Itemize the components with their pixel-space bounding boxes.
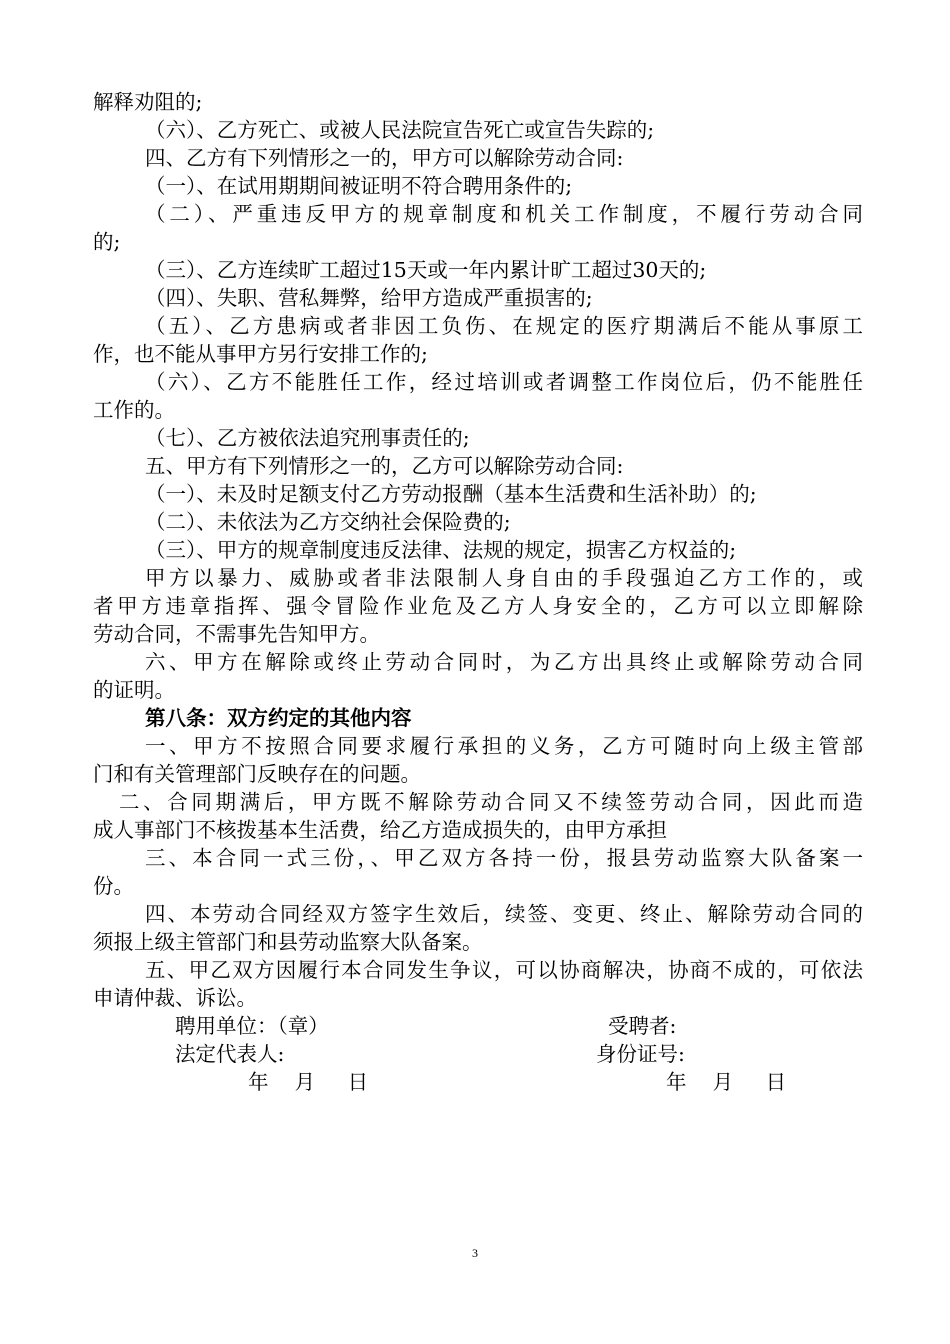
body-line: （一）、在试用期期间被证明不符合聘用条件的; (145, 174, 573, 198)
body-line: （三）、乙方连续旷工超过15天或一年内累计旷工超过30天的; (145, 258, 707, 282)
body-line: 工作的。 (93, 398, 175, 422)
page-number: 3 (472, 1246, 478, 1260)
body-line: 作，也不能从事甲方另行安排工作的; (93, 342, 428, 366)
body-line: 六、甲方在解除或终止劳动合同时，为乙方出具终止或解除劳动合同 (145, 650, 863, 674)
body-line: 者甲方违章指挥、强令冒险作业危及乙方人身安全的，乙方可以立即解除 (93, 594, 863, 618)
body-line: 四、乙方有下列情形之一的，甲方可以解除劳动合同: (145, 146, 624, 170)
employer-label: 聘用单位：（章） (175, 1014, 329, 1038)
body-line: 份。 (93, 874, 134, 898)
body-line: 五、甲方有下列情形之一的，乙方可以解除劳动合同: (145, 454, 624, 478)
body-line: 五、甲乙双方因履行本合同发生争议，可以协商解决，协商不成的，可依法 (145, 958, 863, 982)
body-line: （六）、乙方不能胜任工作，经过培训或者调整工作岗位后，仍不能胜任 (145, 370, 863, 394)
body-line: （二）、未依法为乙方交纳社会保险费的; (145, 510, 511, 534)
body-line: （三）、甲方的规章制度违反法律、法规的规定，损害乙方权益的; (145, 538, 737, 562)
body-line: 成人事部门不核拨基本生活费，给乙方造成损失的，由甲方承担 (93, 818, 667, 842)
body-line: 甲方以暴力、威胁或者非法限制人身自由的手段强迫乙方工作的，或 (145, 566, 863, 590)
signature-row-1 (93, 1012, 863, 1040)
date-right: 年 月 日 (666, 1070, 787, 1094)
body-line: 解释劝阻的; (93, 90, 203, 114)
body-line: 申请仲裁、诉讼。 (93, 986, 257, 1010)
body-line: （五）、乙方患病或者非因工负伤、在规定的医疗期满后不能从事原工 (145, 314, 863, 338)
body-line: （四）、失职、营私舞弊，给甲方造成严重损害的; (145, 286, 593, 310)
body-line: （六）、乙方死亡、或被人民法院宣告死亡或宣告失踪的; (145, 118, 655, 142)
body-line: （一）、未及时足额支付乙方劳动报酬（基本生活费和生活补助）的; (145, 482, 757, 506)
body-line: 须报上级主管部门和县劳动监察大队备案。 (93, 930, 483, 954)
section-heading: 第八条：双方约定的其他内容 (145, 706, 412, 730)
contract-body (93, 88, 863, 1096)
body-line: 门和有关管理部门反映存在的问题。 (93, 762, 421, 786)
date-left: 年 月 日 (248, 1070, 369, 1094)
body-line: 劳动合同，不需事先告知甲方。 (93, 622, 380, 646)
body-line: 四、本劳动合同经双方签字生效后，续签、变更、终止、解除劳动合同的 (145, 902, 863, 926)
body-line: 一、甲方不按照合同要求履行承担的义务，乙方可随时向上级主管部 (145, 734, 863, 758)
body-line: 的; (93, 230, 121, 254)
id-number-label: 身份证号: (596, 1042, 685, 1066)
legal-rep-label: 法定代表人: (175, 1042, 285, 1066)
body-line: 三、本合同一式三份，、甲乙双方各持一份，报县劳动监察大队备案一 (145, 846, 863, 870)
body-line: 的证明。 (93, 678, 175, 702)
signature-row-3 (93, 1068, 863, 1096)
signature-row-2 (93, 1040, 863, 1068)
employee-label: 受聘者: (608, 1014, 677, 1038)
body-line: 二、合同期满后，甲方既不解除劳动合同又不续签劳动合同，因此而造 (119, 790, 863, 814)
body-line: （七）、乙方被依法追究刑事责任的; (145, 426, 470, 450)
body-line: （二）、严重违反甲方的规章制度和机关工作制度，不履行劳动合同 (145, 202, 863, 226)
